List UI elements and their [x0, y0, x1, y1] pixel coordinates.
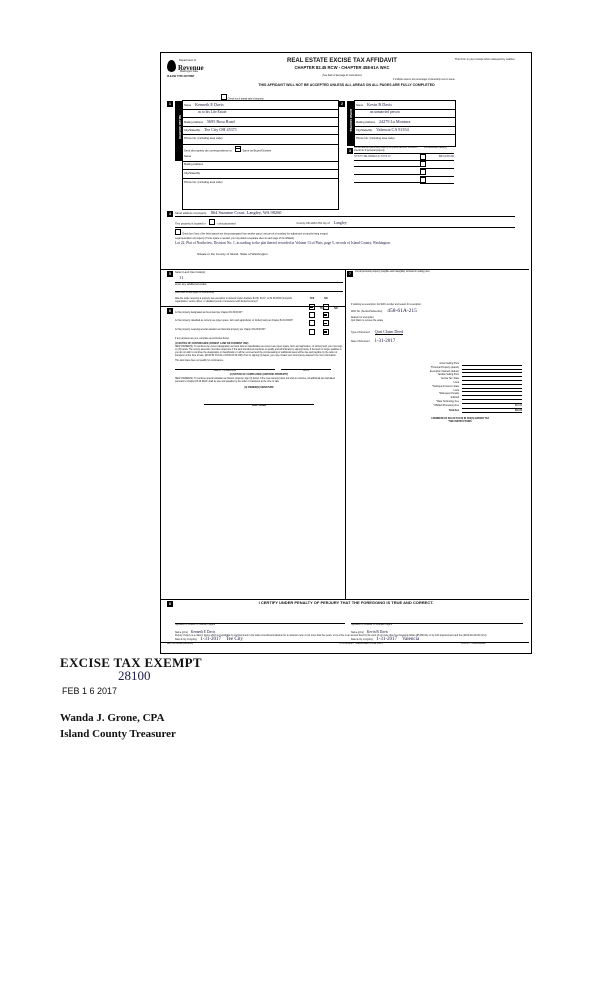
tax-row: *State Technology Fee [397, 401, 523, 404]
land-use-code-value[interactable]: 11 [179, 275, 184, 281]
grantee-side-tab: BUYER GRANTEE [347, 101, 354, 146]
parcel-number-3[interactable] [354, 177, 420, 183]
tax-row: *Delinquent Penalty [397, 393, 523, 396]
parcel-number-1[interactable] [354, 161, 420, 167]
section-4-number: 4 [167, 211, 173, 217]
grantor-name-row: Name Kenneth E Davis [183, 101, 338, 110]
reason-value[interactable]: Quit Claim to remove life estate [351, 320, 384, 323]
question-row: Is this property designated as forest land per chapter 84.33 RCW? [175, 312, 343, 319]
affidavit-warning: THIS AFFIDAVIT WILL NOT BE ACCEPTED UNLESS ALL AREAS ON ALL PAGES ARE FULLY COMPLETED [258, 83, 435, 87]
partial-sale-checkbox-label: Check box if partial sale of property [221, 94, 264, 101]
form-title-block [247, 58, 437, 78]
tax-row: Taxable Selling Price [397, 374, 523, 377]
grantee-mailing-value[interactable]: 24279 La Montura [378, 118, 411, 124]
tax-row: Gross Selling Price [397, 363, 523, 366]
q3-yes-checkbox[interactable] [309, 329, 315, 335]
tax-row: *Personal Property (deduct) [397, 367, 523, 370]
located-in-row: This property is located in unincorporated County OR within 5% city of Langley [175, 219, 515, 228]
tax-row: Excise Tax: State [397, 378, 523, 381]
section-5-number: 5 [167, 271, 173, 277]
stamp-amount: 28100 [118, 668, 151, 683]
parcel-number-2[interactable] [354, 169, 420, 175]
grantor-name-value[interactable]: Kenneth E Davis [195, 101, 224, 107]
instructions-note: (See back of last page for instructions) [322, 75, 362, 78]
grantee-print-name[interactable]: Kevin R Davis [366, 629, 389, 634]
grantee-sign-date[interactable]: 1-31-2017 [376, 636, 398, 642]
certification-text: I CERTIFY UNDER PENALTY OF PERJURY THAT THE FOREGOING IS TRUE AND CORRECT. [258, 600, 434, 605]
corr-name-row: Name [183, 153, 338, 162]
parcel-row [354, 153, 454, 162]
document-type-value[interactable]: Quit Claim Deed [374, 329, 404, 335]
grantor-sign-city[interactable]: Tee City [225, 636, 243, 642]
section-7-number: 7 [347, 271, 353, 277]
dor-logo [167, 59, 241, 79]
grantee-name-value[interactable]: Kevin R Davis [367, 101, 393, 107]
treasurer-office: Island County Treasurer [60, 728, 176, 740]
grantor-mailing-value[interactable]: 5695 Rosa Road [206, 118, 235, 124]
q1-no-checkbox[interactable] [323, 312, 329, 318]
tax-row: Local [397, 390, 523, 393]
minimum-fee-note: A MINIMUM OF $10.00 IS DUE IN FEE(S) AND/OR TAX [430, 418, 490, 421]
tax-row: Subtotal [397, 397, 523, 400]
grantee-signature[interactable] [351, 610, 523, 623]
wac-number-value[interactable]: 458-61A-215 [387, 307, 417, 314]
parcel-row [354, 169, 454, 177]
grantee-name-row: Name Kevin R Davis [355, 101, 455, 110]
parcel-row [354, 161, 454, 169]
q1-yes-checkbox[interactable] [309, 312, 315, 318]
receipt-note: This form is your receipt when stamped by cashier. [454, 58, 516, 61]
grantor-phone-row: Phone No. (including area code) [183, 135, 338, 144]
see-instructions-note: *SEE INSTRUCTIONS [448, 421, 472, 424]
perjury-note: Perjury: Perjury is a class C felony which is punishable by imprisonment in the state correctional institution for a maximum term of not more than five years, or by a fine in an amount fixed by the court of not more than five thousand dollars ($5,000.00), or by both imprisonment and fine (RCW 9A.20.020 (1C)). [175, 635, 488, 637]
same-as-buyer-checkbox[interactable] [235, 146, 241, 152]
tax-row: *Delinquent Interest: State [397, 386, 523, 389]
tax-row: Exemption Claimed (deduct) [397, 371, 523, 374]
grantee-sign-city[interactable]: Valencia [401, 636, 420, 642]
agency-logo-text: Revenue [178, 63, 204, 72]
parcel-section [354, 147, 454, 184]
agency-line1: Department of [179, 59, 197, 62]
land-use-section: Select Land Use Code(s): 11 enter any additional codes: (See back of last page for instructions) Was the seller receiving a property tax exemption or deferral under chapters 84.36, 84.37, or 84.38 RCW (nonprofit organization, senior citizen, or disabled person, homeowner with limited income)? YES NO [175, 271, 343, 310]
form-title: REAL ESTATE EXCISE TAX AFFIDAVIT [287, 58, 397, 64]
personal-property-label: List all personal property (tangible and intangible) included in selling price. [355, 271, 431, 273]
section-8-number: 8 [167, 601, 173, 607]
section-1-number: 1 [167, 101, 173, 107]
please-type-label: PLEASE TYPE OR PRINT [167, 76, 195, 78]
tax-row: Local [397, 382, 523, 385]
city-value[interactable]: Langley [333, 220, 347, 226]
legal-description-label: Legal description of property (if more space is needed, you may attach a separate sheet to each page of the affidavit) [175, 238, 294, 241]
excise-tax-affidavit-form [160, 52, 532, 654]
county-treasurer-label: COUNTY TREASURER [461, 643, 486, 645]
corr-city-row: City/State/Zip [183, 170, 338, 179]
corr-phone-row: Phone No. (including area code) [184, 180, 223, 184]
grantor-name-sub[interactable]: as to his Life Estate [198, 110, 227, 115]
grantor-name-sub-row [183, 110, 338, 119]
assessed-value-3[interactable] [425, 177, 454, 185]
grantee-signature-block: Signature of Grantee or Grantee's Agent Name (print) Kevin R Davis Date & city of signing: 1-31-2017 Valencia [351, 610, 523, 643]
grantor-signature-block: Signature of Grantor or Grantor's Agent Name (print) Kenneth E Davis Date & city of signing: 1-31-2017 Tee City [175, 610, 345, 643]
address-section: Street address of property: 864 Suzanne Court, Langley, WA 98260 This property is located in unincorporated County OR within 5% city of Langley Check box if any of the listed parcels are being segregated from another parcel, are part of a boundary line adjustment or parcels being merged. Legal description of property (if more space is needed, you may attach a separate sheet to each page of the affidavit) Lot 22, Plat of Northview, Division No. 1, according to the plat thereof recorded in Volume 13 of Plats, page 5, records of Island County, Washington. Situate in the County of Island, State of Washington. [175, 210, 515, 256]
q2-no-checkbox[interactable] [323, 320, 329, 326]
multiple-owners-note: If multiple owners, list percentage of ownership next to name. [393, 79, 456, 81]
grantee-panel [354, 100, 456, 147]
question-row: Is this property receiving special valuation as historical property per chapter 84.26 RCW? [175, 329, 343, 336]
situate-label: Situate in the County of Island, State of Washington. [197, 251, 269, 256]
tax-row: Total Due $10.00 [448, 409, 522, 412]
q2-yes-checkbox[interactable] [309, 320, 315, 326]
question-row: Is this property classified as current use (open space, farm and agricultural, or timber) land per chapter 84.34 RCW? [175, 320, 343, 327]
grantee-name-sub-row [355, 110, 455, 119]
q3-no-checkbox[interactable] [323, 329, 329, 335]
section-2-number: 2 [339, 101, 345, 107]
boundary-checkbox[interactable] [175, 229, 181, 235]
grantor-correspondence-row: Send all property tax correspondence to: Same as Buyer/Grantee [183, 145, 338, 154]
boundary-note-row: Check box if any of the listed parcels are being segregated from another parcel, are part of a boundary line adjustment or parcels being merged. [175, 229, 515, 236]
grantor-side-tab: SELLER GRANTOR [175, 101, 182, 161]
treasurer-name: Wanda J. Grone, CPA [60, 712, 165, 724]
tax-row: *Affidavit Processing Fee $10.00 [433, 404, 522, 407]
document-date-value[interactable]: 1-31-2017 [374, 338, 396, 344]
grantor-city-value[interactable]: Tee City OH 45371 [204, 127, 237, 133]
tax-calculation-table [397, 363, 523, 424]
form-subtitle: CHAPTER 82.45 RCW - CHAPTER 458-61A WAC [294, 65, 390, 71]
grantee-city-row: City/State/Zip Valencia CA 91354 [355, 127, 455, 136]
grantor-mailing-row: Mailing Address 5695 Rosa Road [183, 118, 338, 127]
parcel-header: List all real and personal property tax parcel account numbers - check box if personal property [354, 147, 419, 152]
grantor-signature[interactable] [175, 610, 345, 623]
grantee-city-value[interactable]: Valencia CA 91354 [376, 127, 409, 133]
street-address-value[interactable]: 864 Suzanne Court, Langley, WA 98260 [210, 210, 282, 215]
parcel-row [354, 177, 454, 185]
form-number: REV 84 0001a (09/23/15) [167, 643, 194, 645]
assessed-value-2[interactable] [425, 169, 454, 177]
stamp-date: FEB 1 6 2017 [62, 686, 118, 696]
assessed-value-1[interactable] [425, 161, 454, 169]
agency-line2: Washington State [180, 71, 199, 73]
grantee-mailing-row: Mailing Address 24279 La Montura [355, 118, 455, 127]
grantor-sign-date[interactable]: 1-31-2017 [200, 636, 222, 642]
grantor-print-name[interactable]: Kenneth E Davis [190, 629, 216, 634]
section-6-number: 6 [167, 308, 173, 314]
assessed-header: List assessed value(s) [424, 147, 447, 149]
unincorporated-checkbox[interactable] [209, 219, 215, 225]
grantee-phone-row: Phone No. (including area code) [356, 136, 395, 140]
section-3-number: 3 [347, 148, 353, 154]
assessed-value-0[interactable]: $95,030.00 [425, 154, 454, 162]
questions-section: YES NO Is this property designated as forest land per chapter 84.33 RCW? Is this property classified as current use (open space, farm and agricultural, or timber) land per chapter 84.34 RCW? Is this property receiving special valuation as historical property per chapter 84.26 RCW? If any answers are yes, complete as instructed below. (1) NOTICE OF CONTINUANCE (FOREST LAND OR CURRENT USE) NEW OWNER(S): To continue the current designation as forest land or classification as current use (open space, farm and agriculture, or timber) land, you must sign on (3) below. The county assessor must then determine if the land transferred continues to qualify and will indicate by signing below. If the land no longer qualifies or you do not wish to continue the designation or classification, it will be removed and the compensating or additional taxes will be due and payable by the seller or transferor at the time of sale. (RCW 84.33.140 or RCW 84.34.108). Prior to signing (3) below, you may contact your local county assessor for more information. This land does does not qualify for continuance. DEPUTY ASSESSOR DATE (2) NOTICE OF COMPLIANCE (HISTORIC PROPERTY) NEW OWNER(S): To continue special valuation as historic property, sign (3) below. If the new owner(s) does not wish to continue, all additional tax calculated pursuant to chapter 84.26 RCW, shall be due and payable by the seller or transferor at the time of sale. (3) OWNER(S) SIGNATURE PRINT NAME [175, 308, 343, 407]
parcel-number-0[interactable]: S7577-00-00022-0 727217 [354, 154, 420, 162]
grantor-city-row: City/State/Zip Tee City OH 45371 [183, 127, 338, 136]
exempt-question: Was the seller receiving a property tax exemption or deferral under chapters 84.36, 84.37, or 84.38 RCW (nonprofit organization, senior citizen, or disabled person, homeowner with limited income)? [175, 297, 292, 303]
excise-tax-exempt-stamp: EXCISE TAX EXEMPT [60, 655, 202, 670]
grantor-panel [182, 100, 339, 210]
legal-description-value[interactable]: Lot 22, Plat of Northview, Division No. 1, according to the plat thereof recorded in Volume 13 of Plats, page 5, records of Island County, Washington. [175, 241, 391, 246]
corr-mailing-row: Mailing Address [183, 162, 338, 171]
treasurer-use-label: THIS SPACE - TREASURER'S USE ONLY [339, 643, 383, 645]
grantee-name-sub[interactable]: an unmarried person [370, 110, 400, 115]
exemption-section: If claiming an exemption, list WAC number and reason for exemption: WAC No. (Section/Subsection) 458-61A-215 Reason for exemption: Quit Claim to remove life estate Type of Document Quit Claim Deed Date of Document 1-31-2017 [351, 299, 523, 345]
